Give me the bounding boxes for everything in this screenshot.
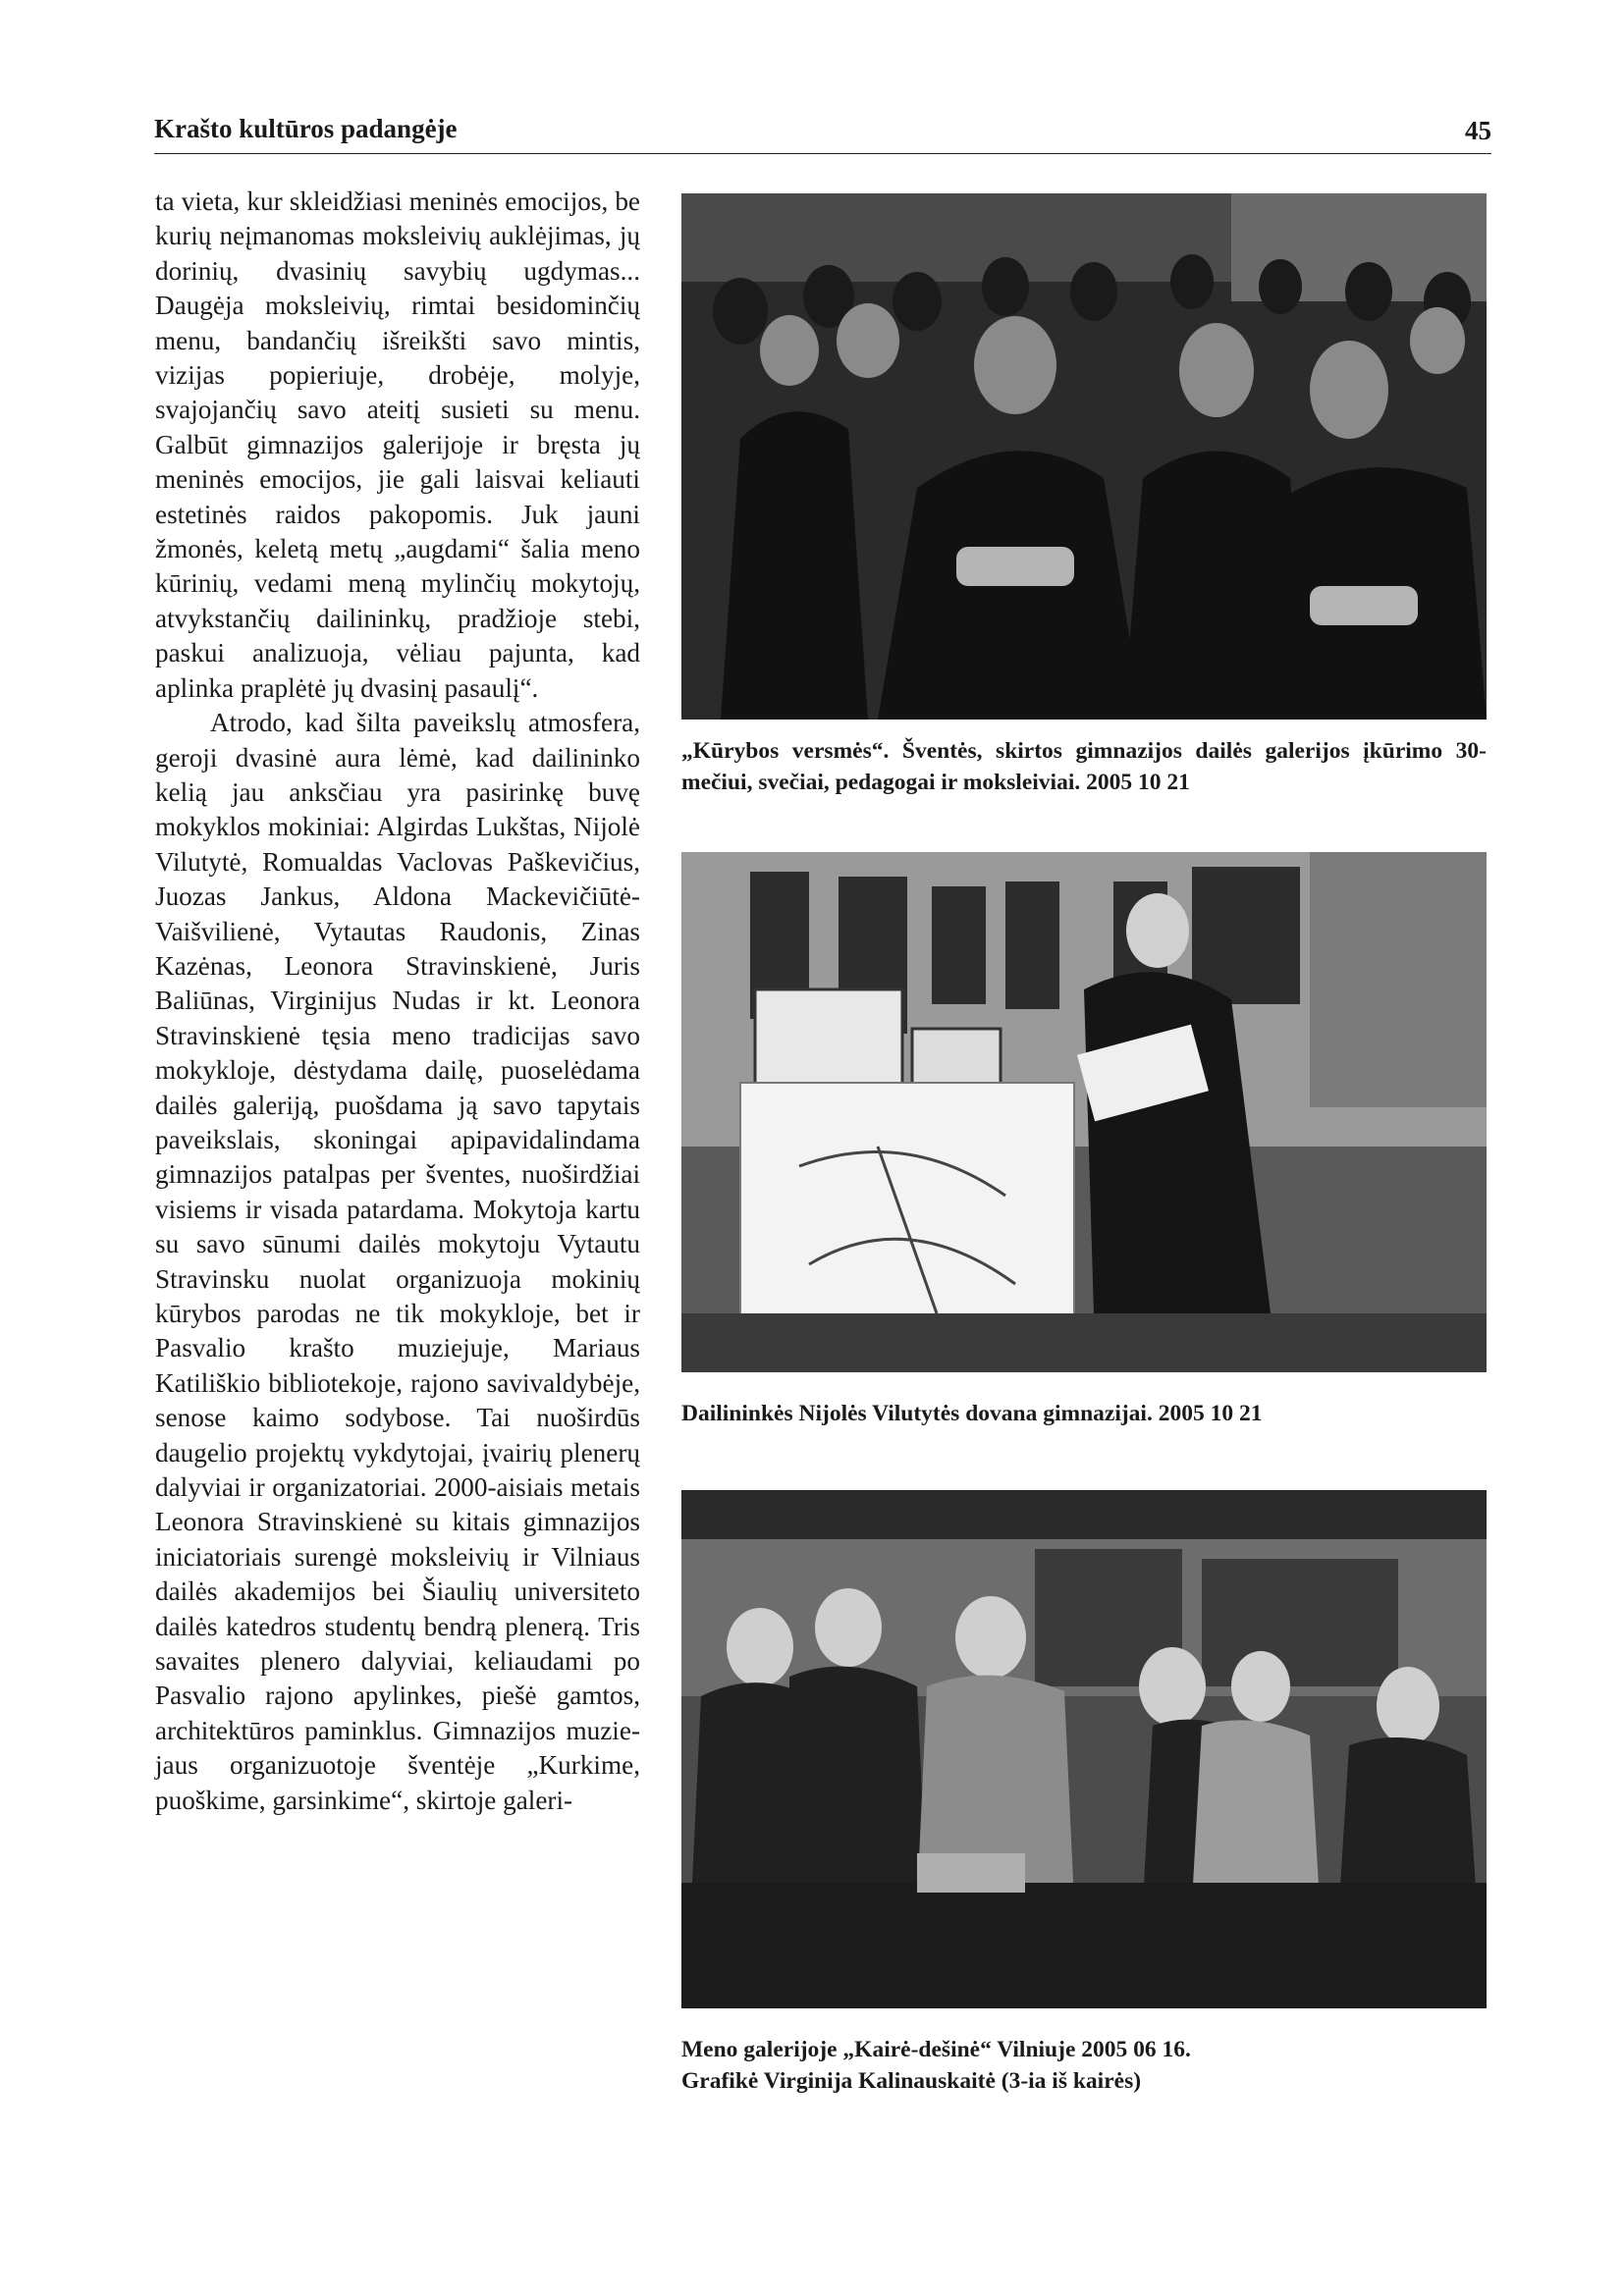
photo-caption-2: Dailininkės Nijolės Vilutytės dovana gimnazijai. 2005 10 21 [681, 1401, 1263, 1426]
photo-caption-3-line-1: Meno galerijoje „Kairė-dešinė“ Vilniuje 2005 06 16. [681, 2037, 1191, 2062]
photo-caption-3 [681, 2034, 1487, 2097]
photo-audience [681, 193, 1487, 720]
section-title: Krašto kultūros padangėje [154, 114, 458, 143]
running-header [154, 114, 1491, 154]
article-paragraph: ta vieta, kur skleidžiasi meninės emocijos, be kurių neįmanomas moksleivių auklėjimas, jų dorinių, dvasinių savybių ugdymas... Daugėja moksleivių, rimtai besidominčių menu, bandančių išreikšti savo mintis, vizijas popieriuje, drobėje, molyje, svajojančių savo ateitį susieti su menu. Galbūt gimnazijos galerijoje ir bręsta jų meninės emocijos, jie gali laisvai keliauti estetinės raidos pakopomis. Juk jauni žmonės, keletą metų „augdami“ šalia meno kūrinių, vedami meną mylinčių mokytojų, atvykstančių dailininkų, pradžioje stebi, paskui analizuoja, vėliau pajunta, kad aplinka praplėtė jų dvasinį pasaulį“. [155, 187, 640, 703]
photo-gallery-gift [681, 852, 1487, 1372]
photo-caption-1: „Kūrybos versmės“. Šventės, skirtos gimnazijos dailės galerijos įkūrimo 30-mečiui, svečiai, pedagogai ir moksleiviai. 2005 10 21 [681, 738, 1487, 795]
photo-group-at-table [681, 1490, 1487, 2008]
photo-caption-3-line-2: Grafikė Virginija Kalinauskaitė (3-ia iš kairės) [681, 2068, 1142, 2094]
article-paragraph: Atrodo, kad šilta paveikslų atmosfera, geroji dvasinė aura lėmė, kad dailininko kelią jau anksčiau yra pasirinkę buvę mokyklos mokiniai: Algirdas Lukštas, Nijolė Vilutytė, Romualdas Vaclovas Paškevičius, Juozas Jankus, Aldona Mackevičiūtė-Vaišvilienė, Vytautas Raudonis, Zinas Kazėnas, Leonora Stravinskienė, Juris Baliūnas, Virginijus Nudas ir kt. Leonora Stravinskienė tęsia meno tradicijas savo mokykloje, dėstydama dailę, puoselėdama dailės galeriją, puošdama ją savo tapytais paveikslais, skoningai apipavidalindama gimnazijos patalpas per šventes, nuoširdžiai visiems ir visada patardama. Mokytoja kartu su savo sūnumi dailės mokytoju Vytautu Stravinsku nuolat organizuoja mokinių kūrybos parodas ne tik mokykloje, bet ir Pasvalio krašto muziejuje, Mariaus Katiliškio bibliotekoje, rajono savivaldybėje, senose kaimo sodybose. Tai nuoširdūs daugelio projektų vykdytojai, įvairių plenerų dalyviai ir organizatoriai. 2000-aisiais metais Leonora Stravinskienė su kitais gimnazijos iniciatoriais surengė moksleivių ir Vilniaus dailės akademijos bei Šiaulių universiteto dailės katedros studentų bendrą plenerą. Tris savaites plenero dalyviai, keliaudami po Pasvalio rajono apylinkes, piešė gamtos, architektūros paminklus. Gimnazijos muziejaus organizuotoje šventėje „Kurkime, puoškime, garsinkime“, skirtoje galeri- [155, 708, 640, 1815]
page-number: 45 [1465, 116, 1491, 145]
article-text-column [155, 185, 640, 1818]
